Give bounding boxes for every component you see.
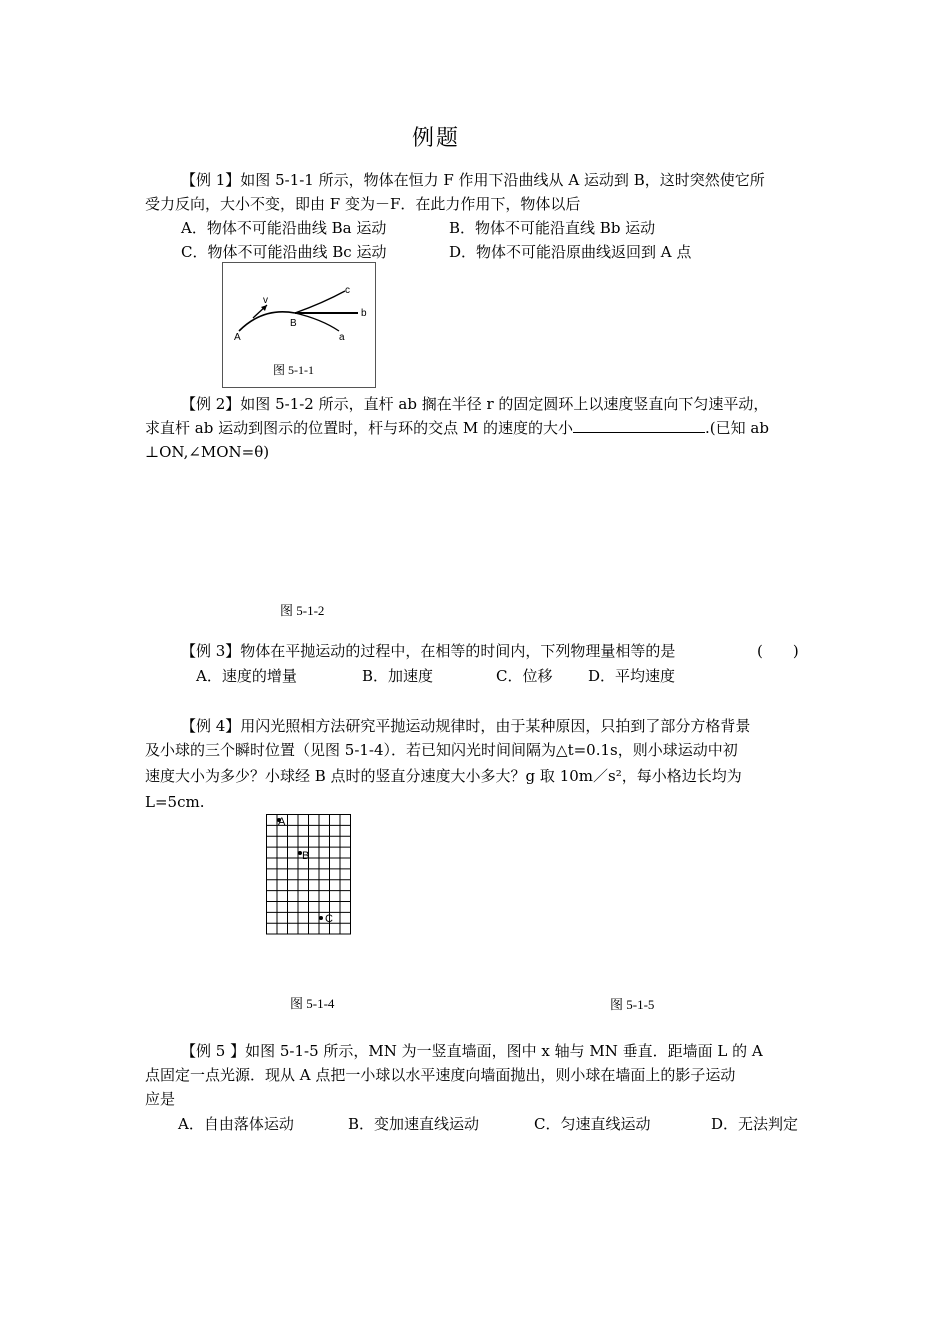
ex1-option-a: A．物体不可能沿曲线 Ba 运动 <box>181 219 387 237</box>
curve-a-to-b <box>239 312 295 331</box>
curve-bc <box>295 291 345 313</box>
figure-5-1-1-caption: 图 5-1-1 <box>273 363 314 377</box>
grid-figure-5-1-4 <box>264 812 354 936</box>
ex1-option-b: B．物体不可能沿直线 Bb 运动 <box>449 219 656 237</box>
ex4-line3: 速度大小为多少？小球经 B 点时的竖直分速度大小多大？g 取 10m／s²，每小格边长均为 <box>145 767 742 785</box>
figure-5-1-4-caption: 图 5-1-4 <box>290 996 335 1011</box>
ex1-line2: 受力反向，大小不变，即由 F 变为－F．在此力作用下，物体以后 <box>145 195 581 213</box>
ex3-option-d: D．平均速度 <box>588 667 676 685</box>
ex2-line3: ⊥ON,∠MON=θ) <box>145 443 270 461</box>
ex1-option-d: D．物体不可能沿原曲线返回到 A 点 <box>449 243 692 261</box>
ex5-line2: 点固定一点光源．现从 A 点把一小球以水平速度向墙面抛出，则小球在墙面上的影子运动 <box>145 1066 736 1084</box>
label-c-end: c <box>345 285 350 296</box>
curve-ba <box>295 313 339 331</box>
label-a-end: a <box>339 332 345 343</box>
ex5-line3: 应是 <box>145 1090 176 1108</box>
answer-blank <box>573 418 705 433</box>
ex3-line1: 【例 3】物体在平抛运动的过程中，在相等的时间内，下列物理量相等的是 <box>181 642 676 660</box>
label-a-point: A <box>234 332 241 343</box>
ex3-option-a: A．速度的增量 <box>196 667 297 685</box>
ex5-option-c: C．匀速直线运动 <box>534 1115 651 1133</box>
ex3-option-c: C．位移 <box>496 667 553 685</box>
page-title: 例题 <box>412 126 461 151</box>
ex2-line2-suffix: .(已知 ab <box>704 419 769 437</box>
grid-lines <box>267 815 351 935</box>
ball-position-c <box>319 916 323 920</box>
ex5-option-d: D．无法判定 <box>711 1115 799 1133</box>
ex3-answer-paren: ( ) <box>757 642 799 660</box>
label-b-end: b <box>361 308 367 319</box>
ex4-line4: L=5cm. <box>145 793 205 811</box>
figure-5-1-5-caption: 图 5-1-5 <box>610 997 655 1012</box>
label-b-point: B <box>290 318 297 329</box>
ex2-line2 <box>145 418 769 438</box>
ex5-option-a: A．自由落体运动 <box>178 1115 294 1133</box>
ex5-line1: 【例 5 】如图 5-1-5 所示，MN 为一竖直墙面，图中 x 轴与 MN 垂直．距墙面 L 的 A <box>181 1042 763 1060</box>
ex2-line1: 【例 2】如图 5-1-2 所示，直杆 ab 搁在半径 r 的固定圆环上以速度竖直向下匀速平动， <box>181 395 769 413</box>
ex3-option-b: B．加速度 <box>362 667 434 685</box>
grid-label-a: A <box>278 816 286 828</box>
ex1-line1: 【例 1】如图 5-1-1 所示，物体在恒力 F 作用下沿曲线从 A 运动到 B，这时突然使它所 <box>181 171 765 189</box>
ex5-option-b: B．变加速直线运动 <box>348 1115 480 1133</box>
figure-5-1-1 <box>222 262 376 388</box>
grid-label-b: B <box>302 850 310 862</box>
figure-5-1-2-caption: 图 5-1-2 <box>280 603 325 618</box>
ex1-option-c: C．物体不可能沿曲线 Bc 运动 <box>181 243 387 261</box>
ex2-line2-text: 求直杆 ab 运动到图示的位置时，杆与环的交点 M 的速度的大小 <box>145 419 573 437</box>
label-v: v <box>263 295 268 306</box>
figure-5-1-1-drawing <box>223 263 375 387</box>
grid-label-c: C <box>325 913 333 925</box>
ex4-line1: 【例 4】用闪光照相方法研究平抛运动规律时，由于某种原因，只拍到了部分方格背景 <box>181 717 751 735</box>
ex4-line2: 及小球的三个瞬时位置（见图 5-1-4）．若已知闪光时间间隔为△t=0.1s，则小球运动中初 <box>145 741 738 759</box>
